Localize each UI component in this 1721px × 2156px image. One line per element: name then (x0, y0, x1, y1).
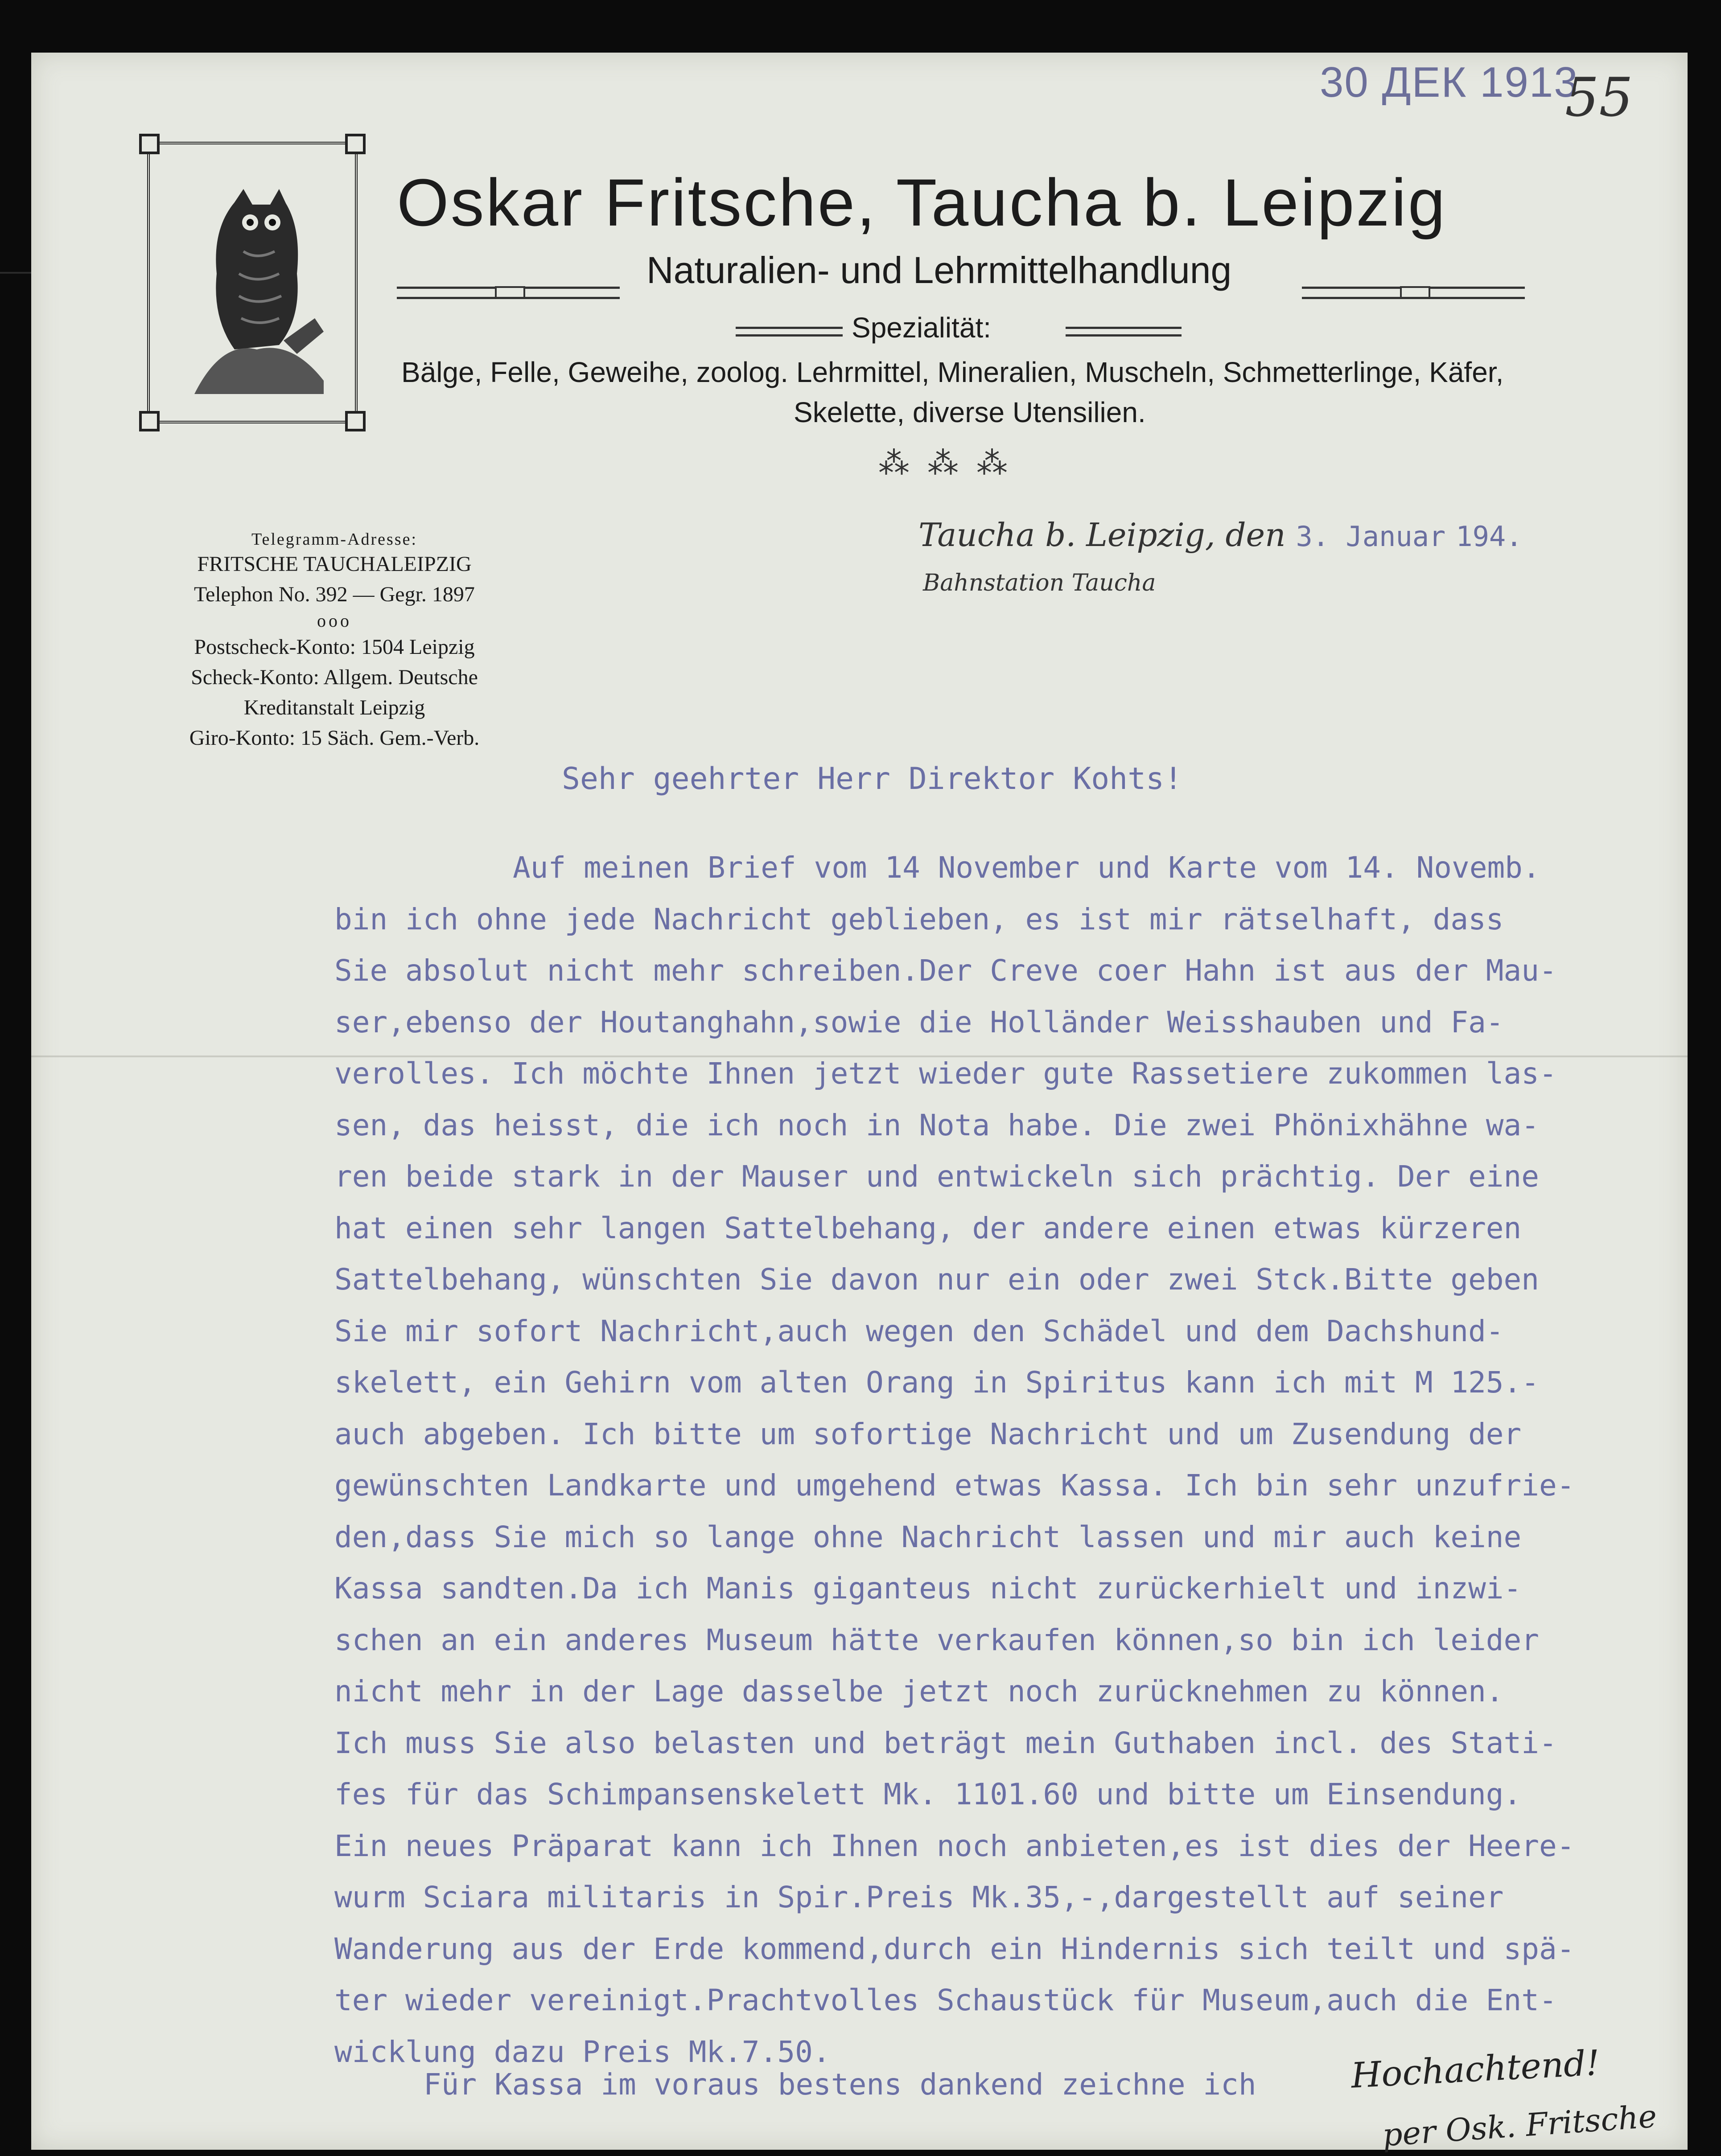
ornament-icon: ⁂⁂⁂ (878, 447, 1025, 481)
letter-line: auch abgeben. Ich bitte um sofortige Nachricht und um Zusendung der (334, 1417, 1522, 1451)
date-stamp: 30 ДЕК 1913 (1320, 58, 1579, 106)
contact-block (143, 530, 526, 753)
giro-account: Giro-Konto: 15 Säch. Gem.-Verb. (189, 726, 480, 750)
letter-line: hat einen sehr langen Sattelbehang, der andere einen etwas kürzeren (334, 1211, 1522, 1245)
letter-line: Wanderung aus der Erde kommend,durch ein Hindernis sich teilt und spä- (334, 1931, 1575, 1966)
scheck-account: Scheck-Konto: Allgem. Deutsche (191, 665, 478, 689)
letter-line: sen, das heisst, die ich noch in Nota habe. Die zwei Phönixhähne wa- (334, 1108, 1540, 1142)
telegram-label: Telegramm-Adresse: (251, 530, 418, 549)
postscheck-account: Postscheck-Konto: 1504 Leipzig (194, 635, 475, 659)
letter-paper (31, 53, 1688, 2154)
letter-line: ren beide stark in der Mauser und entwickeln sich prächtig. Der eine (334, 1159, 1540, 1194)
letter-line: Ein neues Präparat kann ich Ihnen noch anbieten,es ist dies der Heere- (334, 1828, 1575, 1863)
company-name: Oskar Fritsche, Taucha b. Leipzig (397, 165, 1447, 240)
letter-line: bin ich ohne jede Nachricht geblieben, es ist mir rätselhaft, dass (334, 902, 1504, 936)
products-line-2: Skelette, diverse Utensilien. (794, 396, 1146, 428)
owl-emblem (147, 142, 358, 423)
letter-line: Kassa sandten.Da ich Manis giganteus nicht zurückerhielt und inzwi- (334, 1571, 1522, 1606)
letter-line: Auf meinen Brief vom 14 November und Karte vom 14. Novemb. (513, 850, 1540, 885)
kreditanstalt: Kreditanstalt Leipzig (243, 696, 425, 719)
spez-rule-right (1066, 327, 1182, 337)
letter-line: fes für das Schimpansenskelett Mk. 1101.60 und bitte um Einsendung. (334, 1777, 1522, 1811)
letter-line: wicklung dazu Preis Mk.7.50. (334, 2034, 831, 2069)
letter-line: Ich muss Sie also belasten und beträgt mein Guthaben incl. des Stati- (334, 1725, 1557, 1760)
year-text: 194. (1456, 520, 1523, 553)
telephone: Telephon No. 392 — Gegr. 1897 (194, 583, 475, 606)
letter-line: skelett, ein Gehirn vom alten Orang in Spiritus kann ich mit M 125.- (334, 1365, 1540, 1400)
station-text: Bahnstation Taucha (923, 570, 1156, 596)
signature-name: per Osk. Fritsche (1381, 2098, 1658, 2154)
date-text: 3. Januar (1296, 520, 1446, 553)
letter-line: verolles. Ich möchte Ihnen jetzt wieder gute Rassetiere zukommen las- (334, 1056, 1557, 1091)
ornament-rule-left (397, 287, 620, 299)
place-date (918, 516, 1523, 554)
letter-line: ser,ebenso der Houtanghahn,sowie die Holländer Weisshauben und Fa- (334, 1005, 1504, 1039)
letter-line: gewünschten Landkarte und umgehend etwas Kassa. Ich bin sehr unzufrie- (334, 1468, 1575, 1503)
spez-rule-left (736, 327, 843, 337)
salutation: Sehr geehrter Herr Direktor Kohts! (562, 761, 1182, 797)
specialty-label: Spezialität: (852, 312, 992, 344)
letter-line: Sie mir sofort Nachricht,auch wegen den Schädel und dem Dachshund- (334, 1314, 1504, 1348)
contact-separator: ooo (317, 611, 352, 631)
letter-line: schen an ein anderes Museum hätte verkaufen können,so bin ich leider (334, 1622, 1540, 1657)
products-line-1: Bälge, Felle, Geweihe, zoolog. Lehrmittel, Mineralien, Muscheln, Schmetterlinge, Käfer, (401, 356, 1504, 388)
letter-line: den,dass Sie mich so lange ohne Nachricht lassen und mir auch keine (334, 1519, 1522, 1554)
letter-line: Sie absolut nicht mehr schreiben.Der Creve coer Hahn ist aus der Mau- (334, 953, 1557, 988)
letter-line: Sattelbehang, wünschten Sie davon nur ein oder zwei Stck.Bitte geben (334, 1262, 1540, 1297)
page-number: 55 (1565, 67, 1633, 129)
letter-line: ter wieder vereinigt.Prachtvolles Schaustück für Museum,auch die Ent- (334, 1983, 1557, 2017)
letter-line: nicht mehr in der Lage dasselbe jetzt noch zurücknehmen zu können. (334, 1674, 1504, 1708)
signature-greeting: Hochachtend! (1350, 2043, 1601, 2096)
ornament-rule-right (1302, 287, 1525, 299)
letter-line: wurm Sciara militaris in Spir.Preis Mk.35,-,dargestellt auf seiner (334, 1880, 1504, 1914)
place-text: Taucha b. Leipzig, den (918, 516, 1286, 554)
closing-line: Für Kassa im voraus bestens dankend zeichne ich (424, 2067, 1256, 2102)
owl-icon (168, 171, 337, 394)
company-subtitle: Naturalien- und Lehrmittelhandlung (646, 249, 1232, 291)
paper-edge-mark (0, 272, 31, 274)
telegram-address: FRITSCHE TAUCHALEIPZIG (197, 552, 472, 576)
